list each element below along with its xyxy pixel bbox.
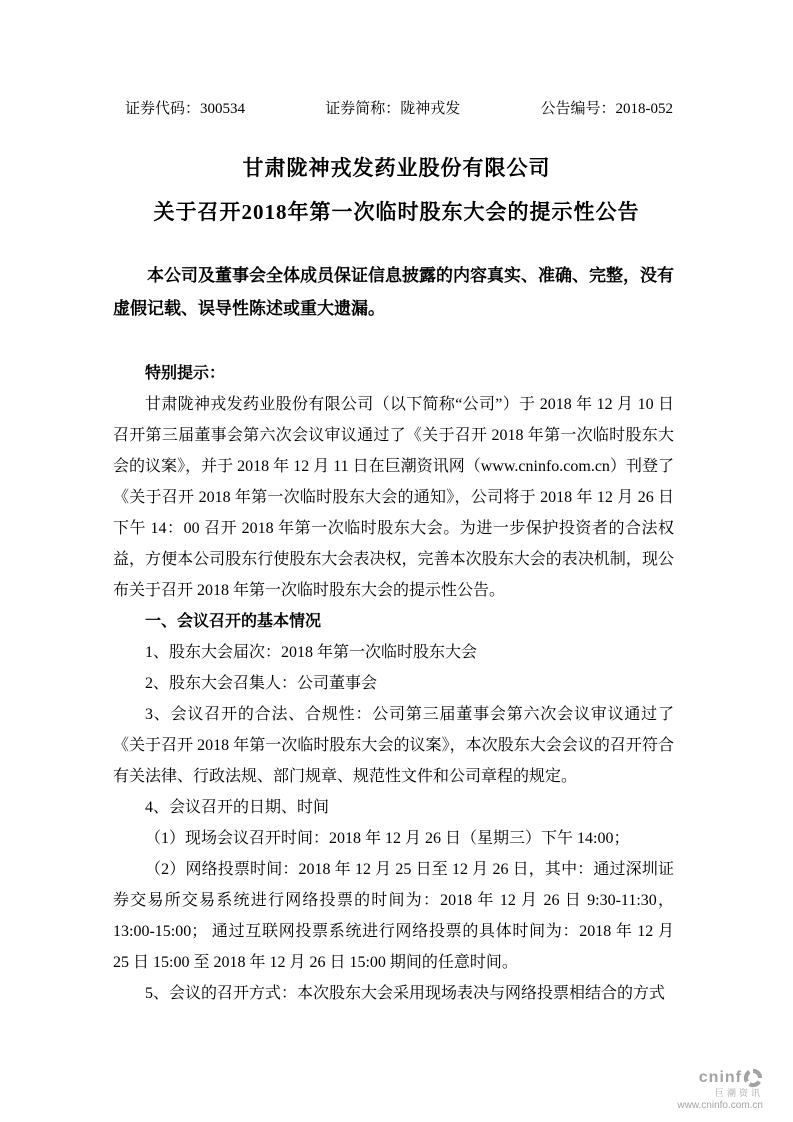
document-header [125, 97, 673, 118]
section-1-item-4-sub-1: （1）现场会议召开时间：2018 年 12 月 26 日（星期三）下午 14:00； [145, 830, 630, 847]
stock-name-label: 证券简称：陇神戎发 [325, 101, 461, 117]
section-1-item-4-sub-2: （2）网络投票时间：2018 年 12 月 25 日至 12 月 26 日，其中：通过深圳证券交易所交易系统进行网络投票的时间为：2018 年 12 月 26 日 9:30-11:30，13:00-15:00； 通过互联网投票系统进行网络投票的具体时间为：2018 年 12 月 25 日 15:00 至 2018 年 12 月 26 日 15:00 期间的任意时间。 [113, 861, 674, 971]
section-1-item-4: 4、会议召开的日期、时间 [145, 799, 330, 816]
document-body [113, 259, 674, 1009]
body-text [113, 358, 674, 1009]
title-block [0, 146, 793, 234]
cninfo-brand-text: cninf [698, 1068, 742, 1086]
cninfo-url: www.cninfo.com.cn [677, 1100, 763, 1112]
special-hint-label: 特别提示： [145, 365, 226, 382]
cninfo-watermark [593, 1068, 763, 1112]
cninfo-swirl-icon [743, 1068, 763, 1088]
section-1-item-3: 3、会议召开的合法、合规性：公司第三届董事会第六次会议审议通过了《关于召开 2018 年第一次临时股东大会的议案》，本次股东大会会议的召开符合有关法律、行政法规、部门规章、规范性文件和公司章程的规定。 [113, 706, 674, 785]
cninfo-brand-row [593, 1068, 763, 1088]
special-hint-paragraph: 甘肃陇神戎发药业股份有限公司（以下简称“公司”）于 2018 年 12 月 10 日召开第三届董事会第六次会议审议通过了《关于召开 2018 年第一次临时股东大会的议案》，并于 2018 年 12 月 11 日在巨潮资讯网（www.cninfo.com.cn）刊登了《关于召开 2018 年第一次临时股东大会的通知》，公司将于 2018 年 12 月 26 日下午 14：00 召开 2018 年第一次临时股东大会。为进一步保护投资者的合法权益，方便本公司股东行使股东大会表决权，完善本次股东大会的表决机制，现公布关于召开 2018 年第一次临时股东大会的提示性公告。 [113, 396, 674, 599]
section-1-item-1: 1、股东大会届次：2018 年第一次临时股东大会 [145, 644, 478, 661]
disclaimer-paragraph: 本公司及董事会全体成员保证信息披露的内容真实、准确、完整，没有虚假记载、误导性陈述或重大遗漏。 [113, 266, 674, 318]
stock-code-label: 证券代码：300534 [125, 101, 246, 117]
company-title: 甘肃陇神戎发药业股份有限公司 [242, 156, 551, 180]
section-1-heading: 一、会议召开的基本情况 [145, 613, 322, 630]
announcement-title: 关于召开2018年第一次临时股东大会的提示性公告 [153, 200, 640, 224]
section-1-item-5: 5、会议的召开方式：本次股东大会采用现场表决与网络投票相结合的方式 [145, 985, 666, 1002]
cninfo-brand-chinese: 巨潮资讯 [714, 1088, 763, 1098]
announcement-number-label: 公告编号：2018-052 [540, 101, 673, 117]
section-1-item-2: 2、股东大会召集人：公司董事会 [145, 675, 378, 692]
